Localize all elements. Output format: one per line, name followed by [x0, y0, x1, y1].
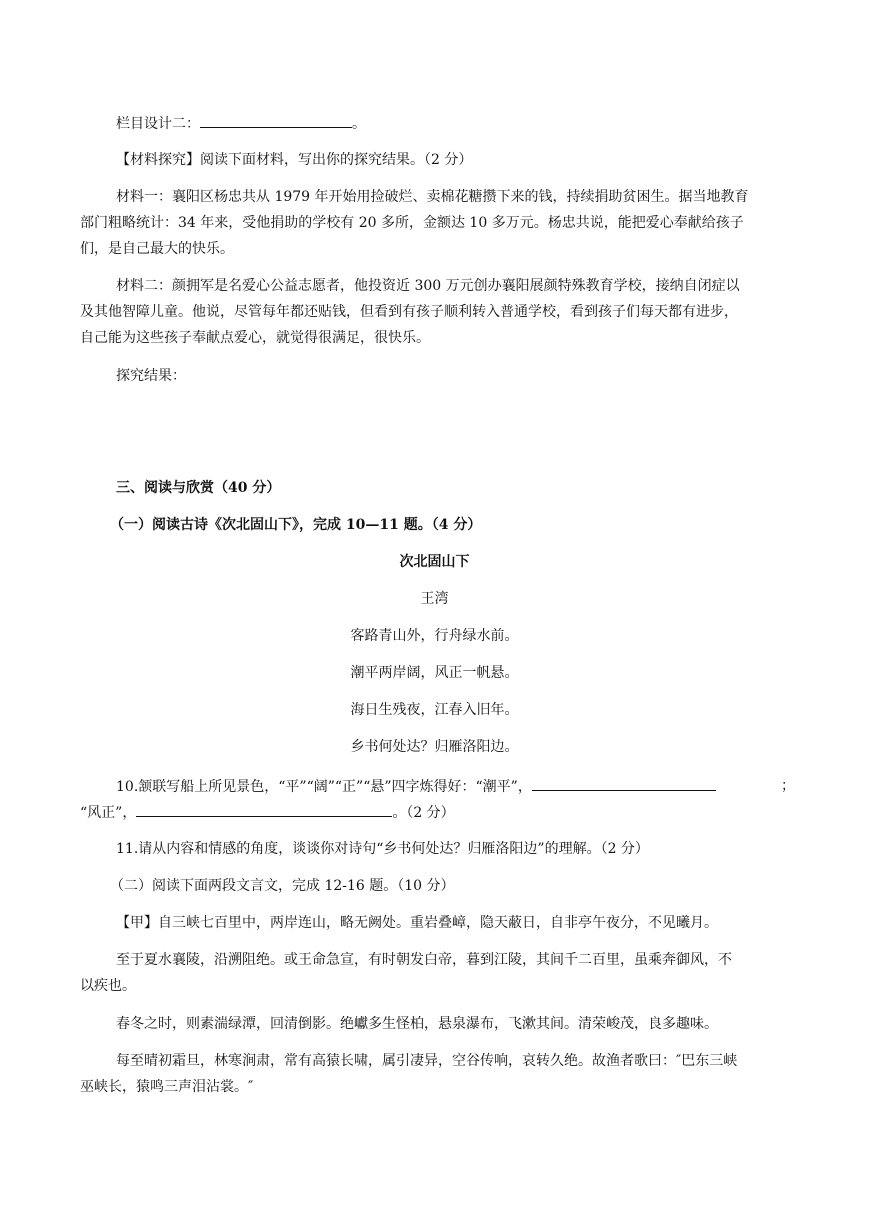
poem-line-4: 乡书何处达？归雁洛阳边。	[350, 739, 519, 755]
jia-paragraph-1: 【甲】自三峡七百里中，两岸连山，略无阙处。重岩叠嶂，隐天蔽日，自非亭午夜分，不见曦月。	[116, 915, 718, 931]
jia-paragraph-3: 春冬之时，则素湍绿潭，回清倒影。绝巘多生怪柏，悬泉瀑布，飞漱其间。清荣峻茂，良多趣味。	[116, 1016, 718, 1032]
part-one-heading: （一）阅读古诗《次北固山下》，完成 10—11 题。（4 分）	[110, 517, 482, 533]
question-10-text: 10.颔联写船上所见景色，“平”“阔”“正”“悬”四字炼得好：“潮平”，	[116, 779, 532, 795]
question-10-line-2-end: 。（2 分）	[392, 805, 455, 821]
result-label: 探究结果：	[116, 368, 186, 384]
poem-line-3: 海日生残夜，江春入旧年。	[350, 702, 519, 718]
poem-line-2: 潮平两岸阔，风正一帆悬。	[350, 665, 519, 681]
question-10-semicolon: ；	[781, 778, 795, 794]
poem-line-1: 客路青山外，行舟绿水前。	[350, 628, 519, 644]
question-10-line-1	[116, 776, 716, 797]
material-one-line-3: 们，是自己最大的快乐。	[80, 241, 234, 257]
material-two-line-2: 及其他智障儿童。他说，尽管每年都还贴钱，但看到有孩子顺利转入普通学校，看到孩子们每天都有进步，	[80, 304, 738, 320]
question-10-line-2-start: “风正”，	[80, 805, 137, 821]
material-heading: 【材料探究】阅读下面材料，写出你的探究结果。（2 分）	[116, 152, 473, 168]
material-one-line-2: 部门粗略统计：34 年来，受他捐助的学校有 20 多所，金额达 10 多万元。杨忠共说，能把爱心奉献给孩子	[80, 215, 744, 231]
design-label: 栏目设计二：	[116, 116, 200, 132]
question-10-line-2	[80, 802, 455, 823]
question-10-blank-2[interactable]	[136, 802, 392, 817]
material-one-line-1: 材料一：襄阳区杨忠共从 1979 年开始用捡破烂、卖棉花糖攒下来的钱，持续捐助贫困生。据当地教育	[116, 189, 749, 205]
design-line	[116, 113, 366, 134]
jia-paragraph-4-line-2: 巫峡长，猿鸣三声泪沾裳。″	[80, 1079, 254, 1095]
question-10-blank-1[interactable]	[532, 776, 716, 791]
design-answer-blank[interactable]	[200, 113, 352, 128]
poem-author: 王湾	[420, 591, 449, 607]
poem-title: 次北固山下	[399, 554, 470, 570]
jia-paragraph-2-line-2: 以疾也。	[80, 978, 136, 994]
jia-paragraph-4-line-1: 每至晴初霜旦，林寒涧肃，常有高猿长啸，属引凄异，空谷传响，哀转久绝。故渔者歌曰：″巴东三峡	[116, 1053, 738, 1069]
material-two-line-1: 材料二：颜拥军是名爱心公益志愿者，他投资近 300 万元创办襄阳展颜特殊教育学校，接纳自闭症以	[116, 278, 740, 294]
jia-paragraph-2-line-1: 至于夏水襄陵，沿溯阻绝。或王命急宣，有时朝发白帝，暮到江陵，其间千二百里，虽乘奔御风，不	[116, 952, 732, 968]
question-11: 11.请从内容和情感的角度，谈谈你对诗句“乡书何处达？归雁洛阳边”的理解。（2 分）	[116, 841, 649, 857]
material-two-line-3: 自己能为这些孩子奉献点爱心，就觉得很满足，很快乐。	[80, 330, 430, 346]
section-three-heading: 三、阅读与欣赏（40 分）	[116, 480, 281, 496]
design-end: 。	[352, 116, 366, 132]
part-two-heading: （二）阅读下面两段文言文，完成 12-16 题。（10 分）	[110, 878, 455, 894]
